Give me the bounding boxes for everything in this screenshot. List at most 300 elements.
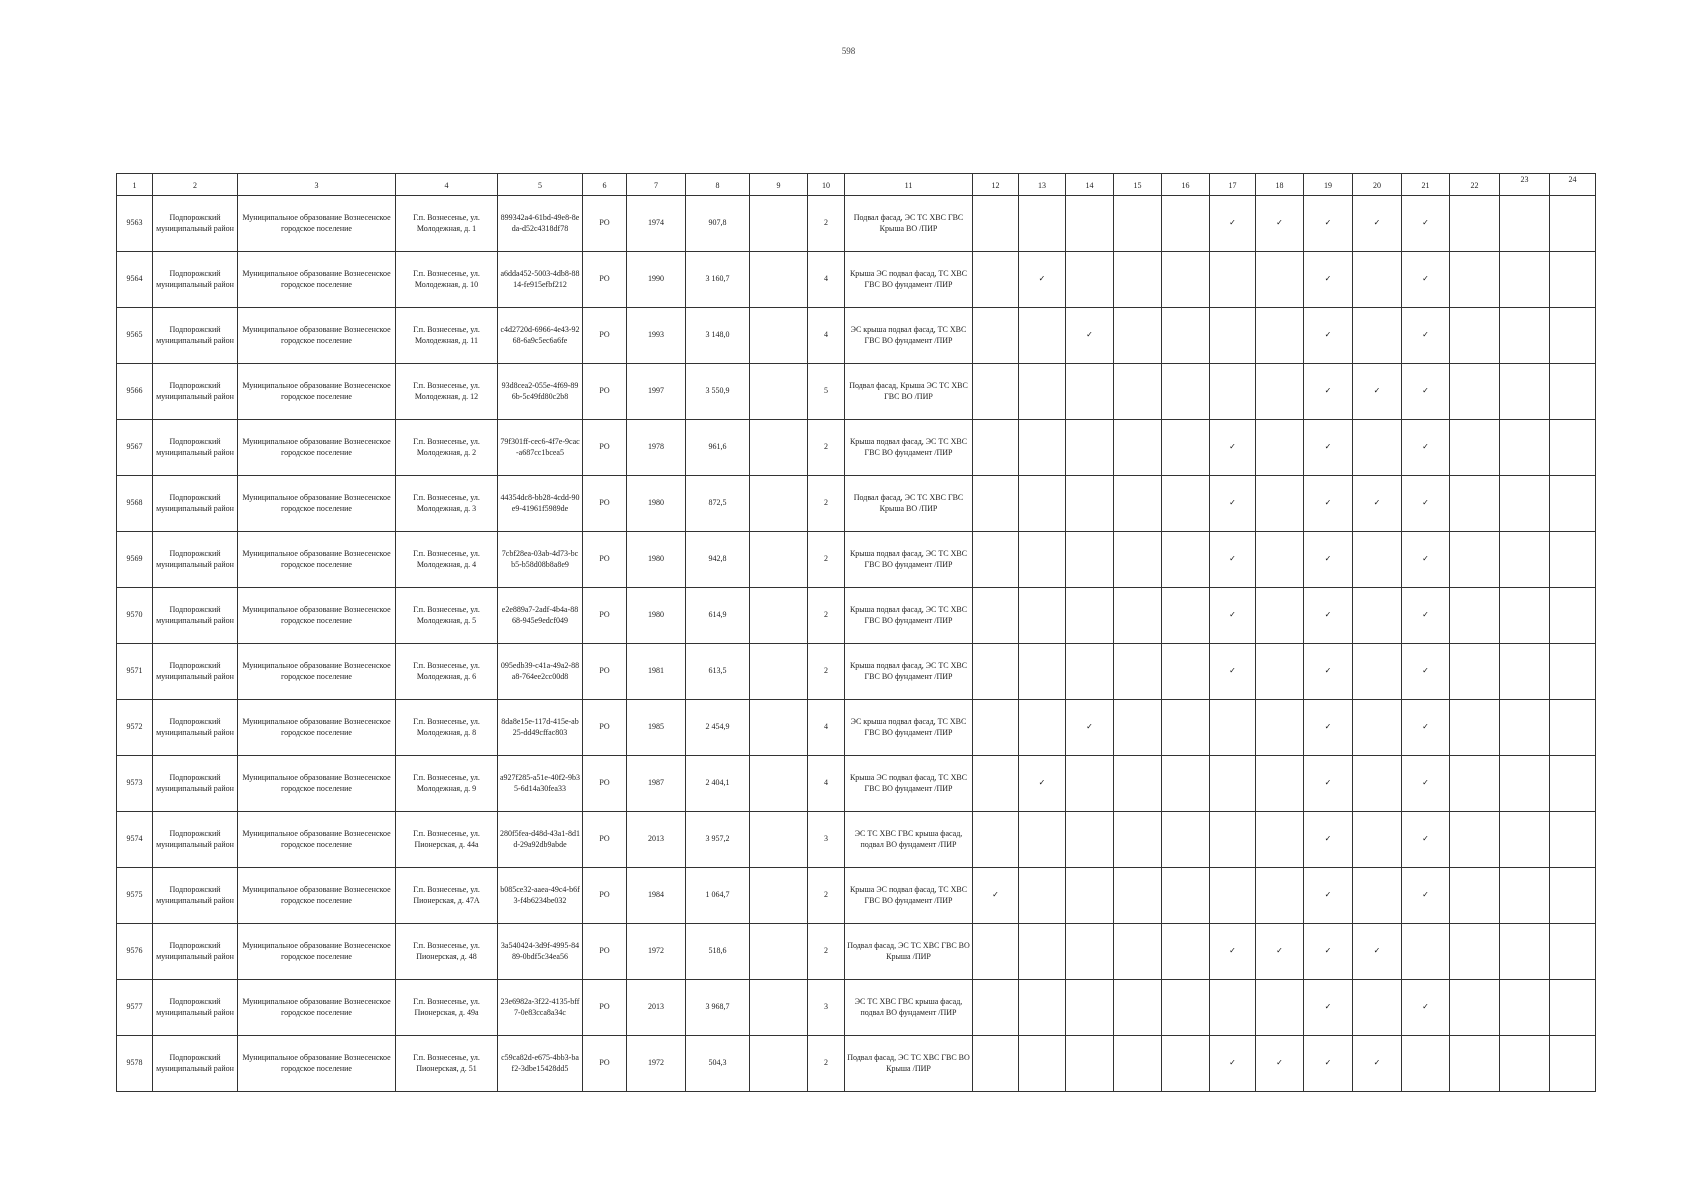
address-cell: Г.п. Вознесенье, ул. Пионерская, д. 48 <box>396 924 498 980</box>
area-cell: 3 148,0 <box>686 308 750 364</box>
empty-cell-12 <box>973 756 1019 812</box>
empty-cell-12 <box>973 420 1019 476</box>
empty-cell-18 <box>1256 364 1304 420</box>
empty-cell-14 <box>1066 644 1114 700</box>
area-cell: 614,9 <box>686 588 750 644</box>
municipality-cell: Муниципальное образование Вознесенское городское поселение <box>238 476 396 532</box>
floors-cell: 5 <box>808 364 845 420</box>
year-cell: 1981 <box>627 644 686 700</box>
table-row <box>117 252 1596 308</box>
check-mark-icon: ✓ <box>1353 196 1402 252</box>
check-mark-icon: ✓ <box>1304 308 1353 364</box>
empty-cell-13 <box>1019 644 1066 700</box>
empty-cell-23 <box>1500 700 1550 756</box>
empty-cell-22 <box>1450 1036 1500 1092</box>
empty-cell-23 <box>1500 1036 1550 1092</box>
year-cell: 1997 <box>627 364 686 420</box>
year-cell: 1974 <box>627 196 686 252</box>
check-mark-icon: ✓ <box>1256 1036 1304 1092</box>
check-mark-icon: ✓ <box>1304 644 1353 700</box>
check-mark-icon: ✓ <box>1304 812 1353 868</box>
empty-cell-16 <box>1162 532 1210 588</box>
empty-cell-13 <box>1019 196 1066 252</box>
check-mark-icon: ✓ <box>1019 756 1066 812</box>
empty-cell-20 <box>1353 588 1402 644</box>
ownership-cell: РО <box>583 420 627 476</box>
empty-cell-15 <box>1114 532 1162 588</box>
empty-cell-16 <box>1162 364 1210 420</box>
empty-cell-15 <box>1114 1036 1162 1092</box>
empty-cell-9 <box>750 868 808 924</box>
empty-cell-15 <box>1114 476 1162 532</box>
empty-cell-9 <box>750 252 808 308</box>
empty-cell-24 <box>1550 588 1596 644</box>
empty-cell-14 <box>1066 476 1114 532</box>
empty-cell-13 <box>1019 924 1066 980</box>
empty-cell-17 <box>1210 308 1256 364</box>
guid-cell: 8da8e15e-117d-415e-ab25-dd49cffac803 <box>498 700 583 756</box>
ownership-cell: РО <box>583 868 627 924</box>
empty-cell-9 <box>750 924 808 980</box>
district-cell: Подпорожский муниципальный район <box>153 588 238 644</box>
check-mark-icon: ✓ <box>1304 924 1353 980</box>
check-mark-icon: ✓ <box>1019 252 1066 308</box>
floors-cell: 2 <box>808 476 845 532</box>
area-cell: 872,5 <box>686 476 750 532</box>
empty-cell-13 <box>1019 476 1066 532</box>
empty-cell-9 <box>750 196 808 252</box>
municipality-cell: Муниципальное образование Вознесенское городское поселение <box>238 588 396 644</box>
empty-cell-17 <box>1210 756 1256 812</box>
floors-cell: 2 <box>808 420 845 476</box>
address-cell: Г.п. Вознесенье, ул. Молодежная, д. 10 <box>396 252 498 308</box>
check-mark-icon: ✓ <box>1210 420 1256 476</box>
check-mark-icon: ✓ <box>1304 476 1353 532</box>
empty-cell-13 <box>1019 812 1066 868</box>
empty-cell-23 <box>1500 364 1550 420</box>
guid-cell: c4d2720d-6966-4e43-9268-6a9c5ec6a6fe <box>498 308 583 364</box>
empty-cell-17 <box>1210 364 1256 420</box>
row-id: 9565 <box>117 308 153 364</box>
empty-cell-14 <box>1066 420 1114 476</box>
check-mark-icon: ✓ <box>973 868 1019 924</box>
check-mark-icon: ✓ <box>1210 196 1256 252</box>
check-mark-icon: ✓ <box>1402 700 1450 756</box>
works-cell: ЭС ТС ХВС ГВС крыша фасад, подвал ВО фундамент /ПИР <box>845 980 973 1036</box>
floors-cell: 2 <box>808 532 845 588</box>
empty-cell-23 <box>1500 756 1550 812</box>
area-cell: 3 160,7 <box>686 252 750 308</box>
check-mark-icon: ✓ <box>1210 644 1256 700</box>
municipality-cell: Муниципальное образование Вознесенское городское поселение <box>238 1036 396 1092</box>
empty-cell-16 <box>1162 476 1210 532</box>
row-id: 9569 <box>117 532 153 588</box>
empty-cell-22 <box>1450 980 1500 1036</box>
ownership-cell: РО <box>583 756 627 812</box>
district-cell: Подпорожский муниципальный район <box>153 924 238 980</box>
guid-cell: b085ce32-aaea-49c4-b6f3-f4b6234be032 <box>498 868 583 924</box>
ownership-cell: РО <box>583 588 627 644</box>
check-mark-icon: ✓ <box>1210 476 1256 532</box>
table-row <box>117 644 1596 700</box>
empty-cell-22 <box>1450 476 1500 532</box>
row-id: 9568 <box>117 476 153 532</box>
empty-cell-18 <box>1256 700 1304 756</box>
municipality-cell: Муниципальное образование Вознесенское городское поселение <box>238 420 396 476</box>
ownership-cell: РО <box>583 308 627 364</box>
empty-cell-13 <box>1019 588 1066 644</box>
empty-cell-16 <box>1162 252 1210 308</box>
empty-cell-17 <box>1210 980 1256 1036</box>
address-cell: Г.п. Вознесенье, ул. Пионерская, д. 44а <box>396 812 498 868</box>
area-cell: 2 454,9 <box>686 700 750 756</box>
year-cell: 1990 <box>627 252 686 308</box>
row-id: 9577 <box>117 980 153 1036</box>
guid-cell: 44354dc8-bb28-4cdd-90e9-41961f5989de <box>498 476 583 532</box>
empty-cell-16 <box>1162 196 1210 252</box>
empty-cell-23 <box>1500 588 1550 644</box>
empty-cell-15 <box>1114 700 1162 756</box>
ownership-cell: РО <box>583 476 627 532</box>
area-cell: 907,8 <box>686 196 750 252</box>
table-row <box>117 364 1596 420</box>
works-cell: Крыша подвал фасад, ЭС ТС ХВС ГВС ВО фундамент /ПИР <box>845 420 973 476</box>
empty-cell-14 <box>1066 1036 1114 1092</box>
empty-cell-13 <box>1019 980 1066 1036</box>
empty-cell-24 <box>1550 756 1596 812</box>
municipality-cell: Муниципальное образование Вознесенское городское поселение <box>238 532 396 588</box>
municipality-cell: Муниципальное образование Вознесенское городское поселение <box>238 756 396 812</box>
empty-cell-18 <box>1256 252 1304 308</box>
empty-cell-12 <box>973 588 1019 644</box>
works-cell: Крыша подвал фасад, ЭС ТС ХВС ГВС ВО фундамент /ПИР <box>845 644 973 700</box>
municipality-cell: Муниципальное образование Вознесенское городское поселение <box>238 700 396 756</box>
empty-cell-23 <box>1500 196 1550 252</box>
guid-cell: 93d8cea2-055e-4f69-896b-5c49fd80c2b8 <box>498 364 583 420</box>
empty-cell-12 <box>973 196 1019 252</box>
check-mark-icon: ✓ <box>1402 308 1450 364</box>
empty-cell-18 <box>1256 308 1304 364</box>
district-cell: Подпорожский муниципальный район <box>153 196 238 252</box>
empty-cell-14 <box>1066 532 1114 588</box>
empty-cell-14 <box>1066 196 1114 252</box>
empty-cell-16 <box>1162 588 1210 644</box>
empty-cell-23 <box>1500 812 1550 868</box>
check-mark-icon: ✓ <box>1353 924 1402 980</box>
empty-cell-22 <box>1450 252 1500 308</box>
floors-cell: 3 <box>808 980 845 1036</box>
district-cell: Подпорожский муниципальный район <box>153 532 238 588</box>
empty-cell-13 <box>1019 1036 1066 1092</box>
works-cell: ЭС крыша подвал фасад, ТС ХВС ГВС ВО фундамент /ПИР <box>845 308 973 364</box>
guid-cell: 3a540424-3d9f-4995-8489-0bdf5c34ea56 <box>498 924 583 980</box>
empty-cell-13 <box>1019 420 1066 476</box>
check-mark-icon: ✓ <box>1304 588 1353 644</box>
empty-cell-15 <box>1114 588 1162 644</box>
empty-cell-18 <box>1256 420 1304 476</box>
empty-cell-20 <box>1353 308 1402 364</box>
empty-cell-18 <box>1256 756 1304 812</box>
guid-cell: e2e889a7-2adf-4b4a-8868-945e9edcf049 <box>498 588 583 644</box>
empty-cell-14 <box>1066 364 1114 420</box>
ownership-cell: РО <box>583 1036 627 1092</box>
row-id: 9564 <box>117 252 153 308</box>
empty-cell-20 <box>1353 532 1402 588</box>
table-row <box>117 756 1596 812</box>
municipality-cell: Муниципальное образование Вознесенское городское поселение <box>238 924 396 980</box>
check-mark-icon: ✓ <box>1402 868 1450 924</box>
empty-cell-21 <box>1402 1036 1450 1092</box>
check-mark-icon: ✓ <box>1304 756 1353 812</box>
empty-cell-14 <box>1066 812 1114 868</box>
table-row <box>117 588 1596 644</box>
address-cell: Г.п. Вознесенье, ул. Молодежная, д. 4 <box>396 532 498 588</box>
table-row <box>117 308 1596 364</box>
column-header-6: 6 <box>583 174 627 196</box>
floors-cell: 4 <box>808 308 845 364</box>
district-cell: Подпорожский муниципальный район <box>153 700 238 756</box>
check-mark-icon: ✓ <box>1066 700 1114 756</box>
check-mark-icon: ✓ <box>1304 1036 1353 1092</box>
check-mark-icon: ✓ <box>1304 868 1353 924</box>
check-mark-icon: ✓ <box>1353 364 1402 420</box>
district-cell: Подпорожский муниципальный район <box>153 308 238 364</box>
empty-cell-17 <box>1210 252 1256 308</box>
empty-cell-20 <box>1353 868 1402 924</box>
empty-cell-18 <box>1256 980 1304 1036</box>
empty-cell-23 <box>1500 924 1550 980</box>
check-mark-icon: ✓ <box>1304 980 1353 1036</box>
area-cell: 613,5 <box>686 644 750 700</box>
area-cell: 2 404,1 <box>686 756 750 812</box>
check-mark-icon: ✓ <box>1304 420 1353 476</box>
empty-cell-24 <box>1550 924 1596 980</box>
check-mark-icon: ✓ <box>1402 420 1450 476</box>
district-cell: Подпорожский муниципальный район <box>153 756 238 812</box>
column-header-2: 2 <box>153 174 238 196</box>
empty-cell-23 <box>1500 980 1550 1036</box>
column-header-22: 22 <box>1450 174 1500 196</box>
municipality-cell: Муниципальное образование Вознесенское городское поселение <box>238 644 396 700</box>
empty-cell-14 <box>1066 252 1114 308</box>
empty-cell-24 <box>1550 868 1596 924</box>
district-cell: Подпорожский муниципальный район <box>153 868 238 924</box>
year-cell: 2013 <box>627 980 686 1036</box>
empty-cell-24 <box>1550 252 1596 308</box>
check-mark-icon: ✓ <box>1402 756 1450 812</box>
empty-cell-21 <box>1402 924 1450 980</box>
empty-cell-12 <box>973 252 1019 308</box>
check-mark-icon: ✓ <box>1304 700 1353 756</box>
empty-cell-15 <box>1114 364 1162 420</box>
empty-cell-23 <box>1500 308 1550 364</box>
empty-cell-15 <box>1114 252 1162 308</box>
works-cell: ЭС крыша подвал фасад, ТС ХВС ГВС ВО фундамент /ПИР <box>845 700 973 756</box>
table-row <box>117 812 1596 868</box>
empty-cell-20 <box>1353 420 1402 476</box>
empty-cell-23 <box>1500 252 1550 308</box>
area-cell: 942,8 <box>686 532 750 588</box>
empty-cell-13 <box>1019 700 1066 756</box>
empty-cell-22 <box>1450 700 1500 756</box>
empty-cell-23 <box>1500 420 1550 476</box>
empty-cell-15 <box>1114 924 1162 980</box>
district-cell: Подпорожский муниципальный район <box>153 812 238 868</box>
floors-cell: 2 <box>808 196 845 252</box>
check-mark-icon: ✓ <box>1210 532 1256 588</box>
empty-cell-14 <box>1066 924 1114 980</box>
empty-cell-18 <box>1256 812 1304 868</box>
area-cell: 3 957,2 <box>686 812 750 868</box>
municipality-cell: Муниципальное образование Вознесенское городское поселение <box>238 364 396 420</box>
year-cell: 1993 <box>627 308 686 364</box>
empty-cell-9 <box>750 588 808 644</box>
empty-cell-23 <box>1500 644 1550 700</box>
empty-cell-9 <box>750 644 808 700</box>
address-cell: Г.п. Вознесенье, ул. Молодежная, д. 6 <box>396 644 498 700</box>
column-header-19: 19 <box>1304 174 1353 196</box>
empty-cell-12 <box>973 364 1019 420</box>
table-row <box>117 980 1596 1036</box>
empty-cell-9 <box>750 476 808 532</box>
guid-cell: 899342a4-61bd-49e8-8eda-d52c4318df78 <box>498 196 583 252</box>
empty-cell-16 <box>1162 812 1210 868</box>
column-header-1: 1 <box>117 174 153 196</box>
column-header-15: 15 <box>1114 174 1162 196</box>
year-cell: 1980 <box>627 532 686 588</box>
row-id: 9572 <box>117 700 153 756</box>
empty-cell-20 <box>1353 980 1402 1036</box>
works-cell: Крыша ЭС подвал фасад, ТС ХВС ГВС ВО фундамент /ПИР <box>845 252 973 308</box>
empty-cell-9 <box>750 1036 808 1092</box>
works-cell: ЭС ТС ХВС ГВС крыша фасад, подвал ВО фундамент /ПИР <box>845 812 973 868</box>
year-cell: 1980 <box>627 588 686 644</box>
works-cell: Подвал фасад, ЭС ТС ХВС ГВС ВО Крыша /ПИР <box>845 924 973 980</box>
check-mark-icon: ✓ <box>1402 980 1450 1036</box>
row-id: 9578 <box>117 1036 153 1092</box>
municipality-cell: Муниципальное образование Вознесенское городское поселение <box>238 308 396 364</box>
area-cell: 518,6 <box>686 924 750 980</box>
empty-cell-14 <box>1066 588 1114 644</box>
empty-cell-9 <box>750 812 808 868</box>
empty-cell-9 <box>750 532 808 588</box>
empty-cell-18 <box>1256 644 1304 700</box>
check-mark-icon: ✓ <box>1353 1036 1402 1092</box>
empty-cell-12 <box>973 532 1019 588</box>
district-cell: Подпорожский муниципальный район <box>153 252 238 308</box>
floors-cell: 4 <box>808 756 845 812</box>
empty-cell-24 <box>1550 700 1596 756</box>
empty-cell-15 <box>1114 756 1162 812</box>
table-row <box>117 420 1596 476</box>
district-cell: Подпорожский муниципальный район <box>153 980 238 1036</box>
empty-cell-15 <box>1114 644 1162 700</box>
column-header-5: 5 <box>498 174 583 196</box>
table-body <box>117 196 1596 1092</box>
row-id: 9566 <box>117 364 153 420</box>
year-cell: 2013 <box>627 812 686 868</box>
check-mark-icon: ✓ <box>1402 252 1450 308</box>
floors-cell: 2 <box>808 868 845 924</box>
empty-cell-24 <box>1550 196 1596 252</box>
column-header-7: 7 <box>627 174 686 196</box>
table-row <box>117 196 1596 252</box>
check-mark-icon: ✓ <box>1402 196 1450 252</box>
empty-cell-14 <box>1066 868 1114 924</box>
empty-cell-17 <box>1210 812 1256 868</box>
ownership-cell: РО <box>583 196 627 252</box>
works-cell: Крыша ЭС подвал фасад, ТС ХВС ГВС ВО фундамент /ПИР <box>845 756 973 812</box>
guid-cell: a927f285-a51e-40f2-9b35-6d14a30fea33 <box>498 756 583 812</box>
column-header-23: 23 <box>1500 174 1550 196</box>
works-cell: Подвал фасад, Крыша ЭС ТС ХВС ГВС ВО /ПИР <box>845 364 973 420</box>
empty-cell-22 <box>1450 756 1500 812</box>
check-mark-icon: ✓ <box>1304 252 1353 308</box>
empty-cell-22 <box>1450 812 1500 868</box>
column-header-16: 16 <box>1162 174 1210 196</box>
check-mark-icon: ✓ <box>1210 1036 1256 1092</box>
check-mark-icon: ✓ <box>1402 588 1450 644</box>
empty-cell-12 <box>973 308 1019 364</box>
ownership-cell: РО <box>583 700 627 756</box>
area-cell: 3 550,9 <box>686 364 750 420</box>
row-id: 9576 <box>117 924 153 980</box>
row-id: 9567 <box>117 420 153 476</box>
column-header-21: 21 <box>1402 174 1450 196</box>
empty-cell-17 <box>1210 868 1256 924</box>
check-mark-icon: ✓ <box>1210 588 1256 644</box>
empty-cell-18 <box>1256 588 1304 644</box>
address-cell: Г.п. Вознесенье, ул. Молодежная, д. 2 <box>396 420 498 476</box>
empty-cell-12 <box>973 980 1019 1036</box>
empty-cell-22 <box>1450 420 1500 476</box>
row-id: 9573 <box>117 756 153 812</box>
empty-cell-9 <box>750 756 808 812</box>
empty-cell-16 <box>1162 868 1210 924</box>
municipality-cell: Муниципальное образование Вознесенское городское поселение <box>238 980 396 1036</box>
table-row <box>117 700 1596 756</box>
empty-cell-20 <box>1353 700 1402 756</box>
empty-cell-13 <box>1019 532 1066 588</box>
empty-cell-12 <box>973 476 1019 532</box>
empty-cell-18 <box>1256 476 1304 532</box>
guid-cell: 79f301ff-cec6-4f7e-9cac-a687cc1bcea5 <box>498 420 583 476</box>
ownership-cell: РО <box>583 252 627 308</box>
guid-cell: 23e6982a-3f22-4135-bff7-0e83cca8a34c <box>498 980 583 1036</box>
address-cell: Г.п. Вознесенье, ул. Молодежная, д. 11 <box>396 308 498 364</box>
empty-cell-22 <box>1450 924 1500 980</box>
empty-cell-20 <box>1353 252 1402 308</box>
works-cell: Подвал фасад, ЭС ТС ХВС ГВС Крыша ВО /ПИР <box>845 196 973 252</box>
empty-cell-24 <box>1550 644 1596 700</box>
empty-cell-23 <box>1500 868 1550 924</box>
address-cell: Г.п. Вознесенье, ул. Молодежная, д. 9 <box>396 756 498 812</box>
check-mark-icon: ✓ <box>1210 924 1256 980</box>
year-cell: 1972 <box>627 924 686 980</box>
empty-cell-9 <box>750 420 808 476</box>
empty-cell-22 <box>1450 532 1500 588</box>
empty-cell-14 <box>1066 980 1114 1036</box>
municipality-cell: Муниципальное образование Вознесенское городское поселение <box>238 252 396 308</box>
column-header-17: 17 <box>1210 174 1256 196</box>
area-cell: 504,3 <box>686 1036 750 1092</box>
empty-cell-12 <box>973 644 1019 700</box>
address-cell: Г.п. Вознесенье, ул. Молодежная, д. 5 <box>396 588 498 644</box>
guid-cell: 280f5fea-d48d-43a1-8d1d-29a92db9abde <box>498 812 583 868</box>
empty-cell-23 <box>1500 476 1550 532</box>
empty-cell-12 <box>973 700 1019 756</box>
empty-cell-18 <box>1256 868 1304 924</box>
